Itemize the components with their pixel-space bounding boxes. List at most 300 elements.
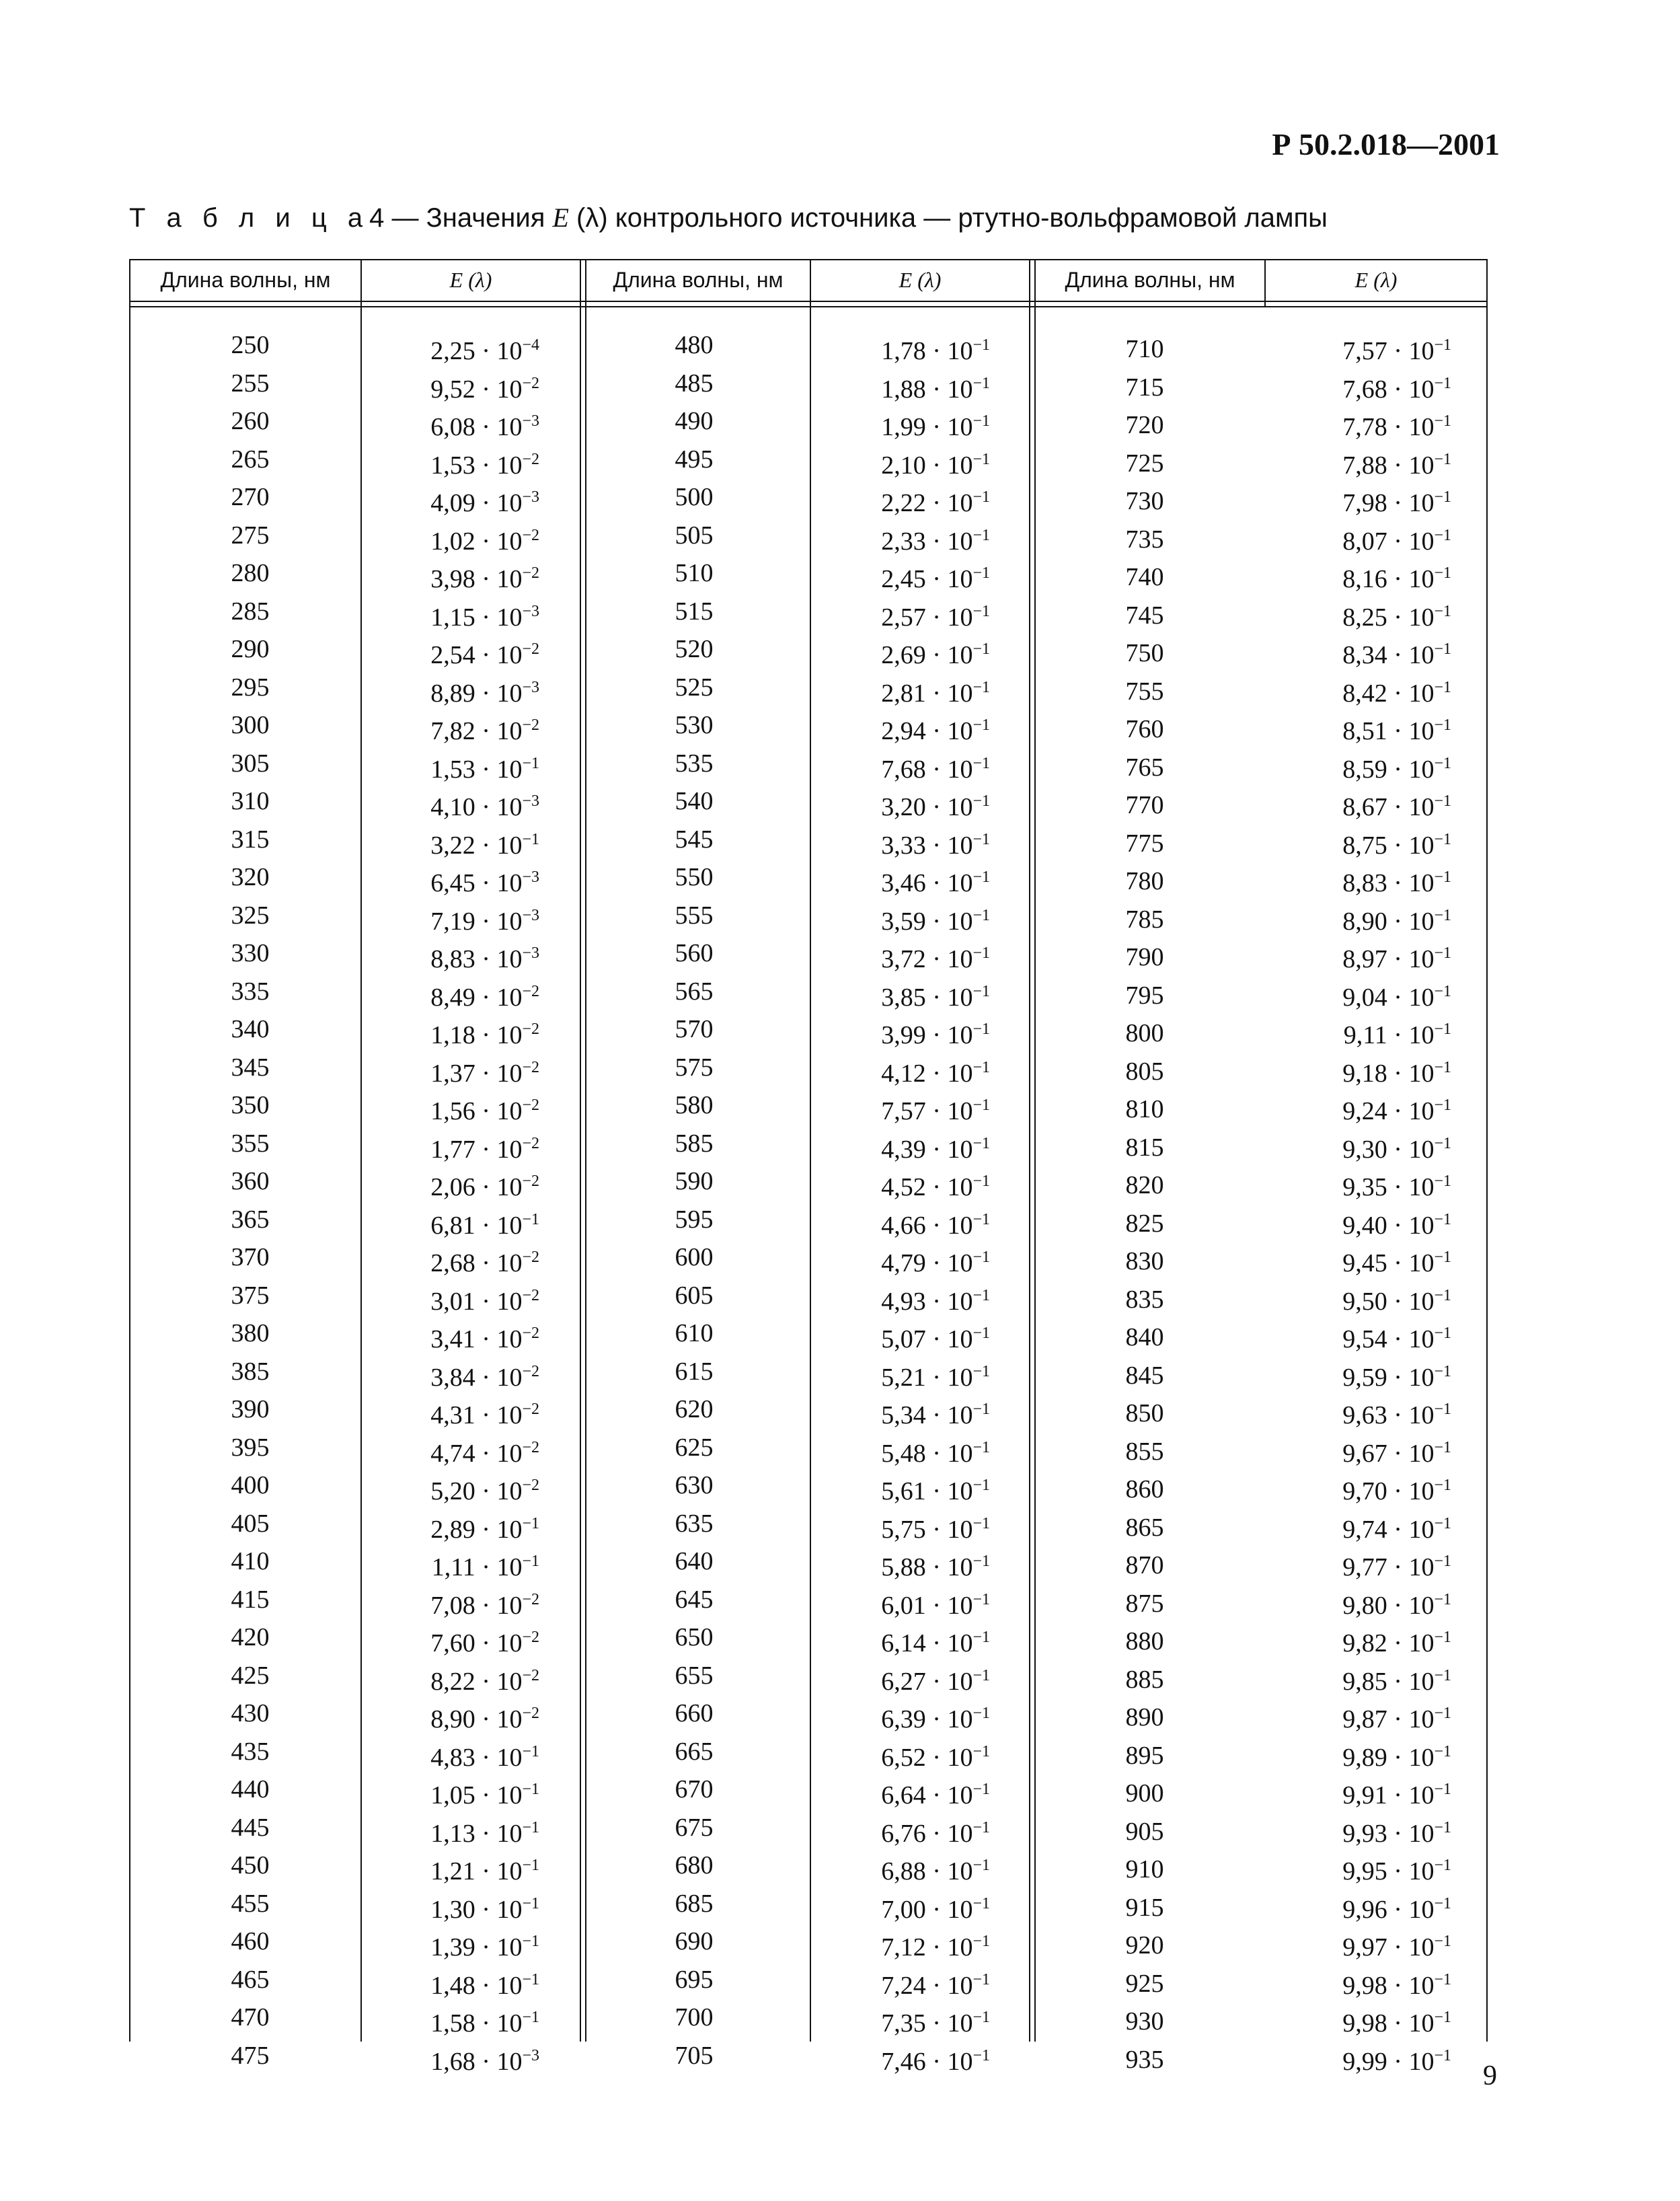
value-cell xyxy=(391,1961,539,1999)
value-exponent: −1 xyxy=(972,450,990,468)
value-cell xyxy=(842,1618,990,1657)
value-mantissa: 3,59 xyxy=(881,907,926,936)
value-cell xyxy=(1297,517,1451,555)
wavelength-cell: 750 xyxy=(1125,639,1164,667)
header-symbol: E (λ) xyxy=(1354,267,1398,292)
value-mantissa: 3,41 xyxy=(430,1325,475,1353)
value-cell xyxy=(391,1542,539,1581)
value-cell xyxy=(391,365,539,403)
value-exponent: −1 xyxy=(972,754,990,772)
value-cell xyxy=(391,1770,539,1809)
value-multiplier: · 10 xyxy=(1387,1971,1435,2000)
value-exponent: −1 xyxy=(522,1210,539,1228)
value-exponent: −1 xyxy=(972,678,990,696)
value-multiplier: · 10 xyxy=(1387,983,1435,1012)
group-divider xyxy=(585,259,586,2042)
value-multiplier: · 10 xyxy=(925,983,973,1012)
value-multiplier: · 10 xyxy=(475,565,523,593)
value-column xyxy=(1297,326,1451,2075)
value-cell xyxy=(842,1277,990,1315)
value-cell xyxy=(842,326,990,365)
wavelength-column xyxy=(1071,326,1219,2075)
value-mantissa: 4,12 xyxy=(881,1059,926,1088)
value-cell xyxy=(1297,1505,1451,1543)
value-mantissa: 8,42 xyxy=(1342,679,1387,708)
value-cell xyxy=(842,782,990,821)
wavelength-cell: 670 xyxy=(675,1775,714,1803)
value-mantissa: 4,93 xyxy=(881,1287,926,1316)
wavelength-cell: 730 xyxy=(1125,487,1164,515)
value-multiplier: · 10 xyxy=(925,1591,973,1620)
value-multiplier: · 10 xyxy=(925,451,973,480)
value-mantissa: 1,02 xyxy=(430,527,475,556)
wavelength-cell: 835 xyxy=(1125,1285,1164,1314)
wavelength-cell: 915 xyxy=(1125,1893,1164,1922)
wavelength-cell: 745 xyxy=(1125,601,1164,630)
value-mantissa: 6,27 xyxy=(881,1667,926,1696)
value-multiplier: · 10 xyxy=(1387,1477,1435,1505)
value-cell xyxy=(842,478,990,517)
value-mantissa: 9,91 xyxy=(1342,1781,1387,1810)
value-mantissa: 1,77 xyxy=(430,1135,475,1164)
value-exponent: −3 xyxy=(522,944,539,962)
value-exponent: −1 xyxy=(972,1401,990,1418)
value-mantissa: 7,46 xyxy=(881,2047,926,2076)
value-exponent: −1 xyxy=(1434,944,1451,962)
value-cell xyxy=(842,630,990,669)
value-exponent: −1 xyxy=(1434,868,1451,886)
value-cell xyxy=(842,973,990,1011)
value-mantissa: 7,08 xyxy=(430,1591,475,1620)
value-cell xyxy=(1297,1390,1451,1429)
value-multiplier: · 10 xyxy=(475,1553,523,1581)
value-exponent: −2 xyxy=(522,1172,539,1190)
value-multiplier: · 10 xyxy=(475,1021,523,1049)
value-cell xyxy=(1297,1466,1451,1505)
value-multiplier: · 10 xyxy=(925,1781,973,1810)
wavelength-cell: 905 xyxy=(1125,1817,1164,1846)
value-cell xyxy=(1297,1618,1451,1657)
value-cell xyxy=(842,2037,990,2075)
value-mantissa: 1,21 xyxy=(430,1857,475,1886)
value-exponent: −1 xyxy=(1434,1248,1451,1266)
wavelength-cell: 440 xyxy=(231,1775,270,1803)
value-exponent: −2 xyxy=(522,1286,539,1304)
value-exponent: −1 xyxy=(522,754,539,772)
column-header-wavelength: Длина волны, нм xyxy=(1065,267,1235,292)
value-multiplier: · 10 xyxy=(475,1477,523,1505)
value-mantissa: 7,98 xyxy=(1342,489,1387,517)
value-multiplier: · 10 xyxy=(1387,1097,1435,1125)
value-exponent: −1 xyxy=(972,716,990,734)
wavelength-cell: 545 xyxy=(675,825,714,854)
wavelength-cell: 355 xyxy=(231,1129,270,1158)
value-exponent: −3 xyxy=(522,412,539,430)
value-exponent: −1 xyxy=(1434,1590,1451,1608)
value-multiplier: · 10 xyxy=(925,907,973,936)
value-mantissa: 9,04 xyxy=(1342,983,1387,1012)
wavelength-cell: 310 xyxy=(231,787,270,815)
value-cell xyxy=(391,441,539,479)
wavelength-cell: 635 xyxy=(675,1509,714,1538)
value-multiplier: · 10 xyxy=(475,983,523,1012)
wavelength-cell: 660 xyxy=(675,1699,714,1727)
value-exponent: −3 xyxy=(522,488,539,506)
value-exponent: −1 xyxy=(1434,1020,1451,1038)
header-symbol: E (λ) xyxy=(899,267,942,292)
wavelength-cell: 585 xyxy=(675,1129,714,1158)
wavelength-cell: 930 xyxy=(1125,2007,1164,2036)
value-cell xyxy=(391,1049,539,1087)
wavelength-cell: 490 xyxy=(675,407,714,435)
wavelength-cell: 265 xyxy=(231,445,270,474)
value-exponent: −1 xyxy=(972,1172,990,1190)
value-mantissa: 8,83 xyxy=(1342,869,1387,897)
value-multiplier: · 10 xyxy=(1387,1819,1435,1848)
value-multiplier: · 10 xyxy=(1387,489,1435,517)
value-mantissa: 3,46 xyxy=(881,869,926,897)
value-mantissa: 9,59 xyxy=(1342,1363,1387,1392)
value-cell xyxy=(842,1542,990,1581)
value-cell xyxy=(842,441,990,479)
value-cell xyxy=(1297,1238,1451,1277)
value-multiplier: · 10 xyxy=(1387,1781,1435,1810)
wavelength-cell: 385 xyxy=(231,1357,270,1386)
value-multiplier: · 10 xyxy=(1387,1857,1435,1886)
wavelength-cell: 740 xyxy=(1125,563,1164,591)
value-cell xyxy=(1297,1657,1451,1695)
wavelength-cell: 885 xyxy=(1125,1665,1164,1694)
value-exponent: −1 xyxy=(1434,906,1451,924)
value-cell xyxy=(1297,1542,1451,1581)
wavelength-cell: 465 xyxy=(231,1965,270,1994)
wavelength-cell: 615 xyxy=(675,1357,714,1386)
value-mantissa: 8,97 xyxy=(1342,945,1387,973)
value-mantissa: 9,87 xyxy=(1342,1705,1387,1733)
wavelength-cell: 435 xyxy=(231,1737,270,1766)
value-multiplier: · 10 xyxy=(1387,375,1435,404)
value-mantissa: 1,39 xyxy=(430,1933,475,1962)
value-multiplier: · 10 xyxy=(925,1325,973,1353)
value-multiplier: · 10 xyxy=(475,831,523,860)
value-multiplier: · 10 xyxy=(925,1629,973,1657)
value-cell xyxy=(842,1770,990,1809)
value-cell xyxy=(1297,669,1451,707)
value-mantissa: 4,66 xyxy=(881,1211,926,1240)
value-multiplier: · 10 xyxy=(475,1971,523,2000)
value-multiplier: · 10 xyxy=(1387,565,1435,593)
value-multiplier: · 10 xyxy=(1387,1591,1435,1620)
value-mantissa: 9,67 xyxy=(1342,1439,1387,1468)
spectral-table xyxy=(129,259,1488,2076)
value-mantissa: 9,85 xyxy=(1342,1667,1387,1696)
wavelength-cell: 935 xyxy=(1125,2045,1164,2074)
value-cell xyxy=(842,745,990,783)
value-exponent: −2 xyxy=(522,640,539,658)
wavelength-cell: 620 xyxy=(675,1395,714,1423)
value-multiplier: · 10 xyxy=(1387,1705,1435,1733)
wavelength-cell: 460 xyxy=(231,1927,270,1955)
wavelength-cell: 250 xyxy=(231,331,270,359)
value-mantissa: 7,88 xyxy=(1342,451,1387,480)
value-mantissa: 9,70 xyxy=(1342,1477,1387,1505)
value-cell xyxy=(1297,1049,1451,1087)
value-mantissa: 1,18 xyxy=(430,1021,475,1049)
value-multiplier: · 10 xyxy=(475,1781,523,1810)
value-exponent: −1 xyxy=(522,1553,539,1570)
value-cell xyxy=(391,858,539,897)
wavelength-cell: 895 xyxy=(1125,1741,1164,1770)
value-cell xyxy=(391,706,539,745)
value-exponent: −1 xyxy=(522,1818,539,1836)
value-multiplier: · 10 xyxy=(925,1819,973,1848)
wavelength-cell: 785 xyxy=(1125,905,1164,934)
value-cell xyxy=(391,1694,539,1733)
value-exponent: −1 xyxy=(522,2009,539,2026)
wavelength-cell: 630 xyxy=(675,1471,714,1499)
value-exponent: −1 xyxy=(972,868,990,886)
value-exponent: −3 xyxy=(522,906,539,924)
wavelength-cell: 820 xyxy=(1125,1171,1164,1199)
wavelength-cell: 335 xyxy=(231,977,270,1006)
value-mantissa: 9,24 xyxy=(1342,1097,1387,1125)
value-multiplier: · 10 xyxy=(475,1211,523,1240)
value-mantissa: 9,96 xyxy=(1342,1895,1387,1924)
value-mantissa: 7,60 xyxy=(430,1629,475,1657)
table-caption xyxy=(129,202,1328,233)
value-mantissa: 1,30 xyxy=(430,1895,475,1924)
value-mantissa: 2,25 xyxy=(430,337,475,365)
value-exponent: −1 xyxy=(972,1514,990,1532)
value-cell xyxy=(842,1923,990,1961)
value-exponent: −1 xyxy=(1434,1742,1451,1760)
value-mantissa: 6,88 xyxy=(881,1857,926,1886)
value-exponent: −2 xyxy=(522,716,539,734)
value-cell xyxy=(391,1086,539,1125)
value-mantissa: 2,06 xyxy=(430,1173,475,1201)
value-cell xyxy=(842,1238,990,1277)
value-exponent: −1 xyxy=(1434,1134,1451,1152)
group-divider xyxy=(1034,259,1036,2042)
value-multiplier: · 10 xyxy=(1387,1211,1435,1240)
value-cell xyxy=(391,1162,539,1201)
value-mantissa: 1,13 xyxy=(430,1819,475,1848)
value-multiplier: · 10 xyxy=(1387,413,1435,441)
value-mantissa: 9,99 xyxy=(1342,2047,1387,2076)
value-cell xyxy=(1297,1314,1451,1353)
value-exponent: −1 xyxy=(1434,1857,1451,1874)
value-cell xyxy=(842,1581,990,1619)
value-exponent: −2 xyxy=(522,982,539,1000)
value-multiplier: · 10 xyxy=(475,337,523,365)
wavelength-cell: 360 xyxy=(231,1167,270,1195)
value-exponent: −1 xyxy=(1434,412,1451,430)
value-multiplier: · 10 xyxy=(475,603,523,632)
value-exponent: −1 xyxy=(972,830,990,848)
value-multiplier: · 10 xyxy=(925,1249,973,1277)
value-multiplier: · 10 xyxy=(925,1439,973,1468)
value-cell xyxy=(391,745,539,783)
value-mantissa: 9,80 xyxy=(1342,1591,1387,1620)
wavelength-cell: 425 xyxy=(231,1661,270,1690)
wavelength-cell: 535 xyxy=(675,749,714,778)
value-multiplier: · 10 xyxy=(925,1059,973,1088)
value-mantissa: 7,00 xyxy=(881,1895,926,1924)
value-cell xyxy=(1297,706,1451,745)
value-mantissa: 7,19 xyxy=(430,907,475,936)
value-multiplier: · 10 xyxy=(925,1971,973,2000)
value-cell xyxy=(842,1010,990,1049)
wavelength-cell: 920 xyxy=(1125,1931,1164,1960)
wavelength-cell: 590 xyxy=(675,1167,714,1195)
value-mantissa: 1,11 xyxy=(431,1553,475,1581)
value-cell xyxy=(391,593,539,631)
wavelength-column xyxy=(620,326,768,2075)
value-cell xyxy=(1297,1694,1451,1733)
wavelength-cell: 860 xyxy=(1125,1475,1164,1503)
value-exponent: −1 xyxy=(972,602,990,620)
value-multiplier: · 10 xyxy=(1387,1743,1435,1772)
header-rule-2 xyxy=(129,306,1488,307)
value-cell xyxy=(391,782,539,821)
wavelength-cell: 780 xyxy=(1125,867,1164,895)
document-code: Р 50.2.018—2001 xyxy=(1272,127,1500,161)
value-mantissa: 1,78 xyxy=(881,337,926,365)
value-multiplier: · 10 xyxy=(475,1287,523,1316)
value-multiplier: · 10 xyxy=(475,1743,523,1772)
wavelength-cell: 365 xyxy=(231,1205,270,1234)
value-exponent: −3 xyxy=(522,2046,539,2064)
value-mantissa: 2,33 xyxy=(881,527,926,556)
value-mantissa: 8,49 xyxy=(430,983,475,1012)
value-exponent: −1 xyxy=(1434,1629,1451,1646)
value-cell xyxy=(1297,1086,1451,1125)
table-border-left xyxy=(129,259,130,2042)
value-mantissa: 4,39 xyxy=(881,1135,926,1164)
value-mantissa: 9,50 xyxy=(1342,1287,1387,1316)
value-cell xyxy=(842,1505,990,1543)
wavelength-cell: 430 xyxy=(231,1699,270,1727)
value-exponent: −1 xyxy=(972,1096,990,1114)
value-multiplier: · 10 xyxy=(1387,1439,1435,1468)
value-cell xyxy=(391,1733,539,1771)
value-exponent: −1 xyxy=(972,564,990,582)
value-mantissa: 8,83 xyxy=(430,945,475,973)
value-exponent: −1 xyxy=(522,1857,539,1874)
page-number: 9 xyxy=(1483,2060,1497,2091)
value-multiplier: · 10 xyxy=(475,1933,523,1962)
value-exponent: −2 xyxy=(522,1590,539,1608)
value-exponent: −1 xyxy=(1434,1210,1451,1228)
value-mantissa: 9,77 xyxy=(1342,1553,1387,1581)
value-multiplier: · 10 xyxy=(925,1021,973,1049)
wavelength-cell: 285 xyxy=(231,597,270,626)
value-exponent: −2 xyxy=(522,1362,539,1380)
value-multiplier: · 10 xyxy=(475,869,523,897)
value-cell xyxy=(1297,1162,1451,1201)
value-mantissa: 1,53 xyxy=(430,755,475,784)
value-exponent: −3 xyxy=(522,792,539,810)
value-exponent: −1 xyxy=(972,1325,990,1342)
value-mantissa: 7,24 xyxy=(881,1971,926,2000)
value-mantissa: 9,95 xyxy=(1342,1857,1387,1886)
value-multiplier: · 10 xyxy=(475,1591,523,1620)
value-multiplier: · 10 xyxy=(925,945,973,973)
value-mantissa: 8,89 xyxy=(430,679,475,708)
value-cell xyxy=(391,1314,539,1353)
value-multiplier: · 10 xyxy=(1387,1363,1435,1392)
value-multiplier: · 10 xyxy=(925,375,973,404)
value-cell xyxy=(391,973,539,1011)
value-multiplier: · 10 xyxy=(475,1819,523,1848)
value-exponent: −1 xyxy=(1434,2009,1451,2026)
wavelength-cell: 910 xyxy=(1125,1855,1164,1883)
value-multiplier: · 10 xyxy=(1387,451,1435,480)
value-multiplier: · 10 xyxy=(1387,1895,1435,1924)
value-cell xyxy=(391,1846,539,1885)
header-symbol: E (λ) xyxy=(449,267,492,292)
value-exponent: −1 xyxy=(522,1742,539,1760)
value-cell xyxy=(391,554,539,593)
value-multiplier: · 10 xyxy=(925,755,973,784)
value-exponent: −1 xyxy=(972,1210,990,1228)
wavelength-cell: 680 xyxy=(675,1851,714,1879)
value-multiplier: · 10 xyxy=(475,527,523,556)
value-cell xyxy=(842,706,990,745)
value-mantissa: 4,10 xyxy=(430,793,475,821)
value-multiplier: · 10 xyxy=(925,1857,973,1886)
wavelength-cell: 675 xyxy=(675,1813,714,1842)
value-multiplier: · 10 xyxy=(475,1667,523,1696)
value-cell xyxy=(391,897,539,935)
value-cell xyxy=(842,1657,990,1695)
value-exponent: −1 xyxy=(972,792,990,810)
wavelength-cell: 795 xyxy=(1125,981,1164,1010)
value-mantissa: 7,57 xyxy=(881,1097,926,1125)
value-cell xyxy=(391,1505,539,1543)
value-mantissa: 1,88 xyxy=(881,375,926,404)
wavelength-cell: 570 xyxy=(675,1015,714,1043)
value-exponent: −1 xyxy=(972,1248,990,1266)
value-exponent: −1 xyxy=(972,1894,990,1912)
value-exponent: −3 xyxy=(522,868,539,886)
value-exponent: −1 xyxy=(972,1742,990,1760)
value-multiplier: · 10 xyxy=(925,831,973,860)
value-cell xyxy=(842,1466,990,1505)
wavelength-cell: 540 xyxy=(675,787,714,815)
value-multiplier: · 10 xyxy=(1387,907,1435,936)
wavelength-cell: 850 xyxy=(1125,1399,1164,1427)
column-header-wavelength: Длина волны, нм xyxy=(160,267,331,292)
wavelength-cell: 350 xyxy=(231,1091,270,1119)
value-cell xyxy=(1297,897,1451,935)
value-mantissa: 4,79 xyxy=(881,1249,926,1277)
value-mantissa: 5,88 xyxy=(881,1553,926,1581)
wavelength-cell: 410 xyxy=(231,1547,270,1575)
wavelength-cell: 875 xyxy=(1125,1589,1164,1618)
wavelength-cell: 650 xyxy=(675,1623,714,1651)
value-cell xyxy=(1297,630,1451,669)
value-exponent: −1 xyxy=(1434,488,1451,506)
caption-text-before: — Значения xyxy=(384,203,553,233)
wavelength-cell: 275 xyxy=(231,521,270,550)
value-cell xyxy=(1297,478,1451,517)
value-multiplier: · 10 xyxy=(475,1439,523,1468)
value-multiplier: · 10 xyxy=(475,1401,523,1429)
value-cell xyxy=(391,1809,539,1847)
value-mantissa: 4,52 xyxy=(881,1173,926,1201)
value-exponent: −1 xyxy=(1434,602,1451,620)
